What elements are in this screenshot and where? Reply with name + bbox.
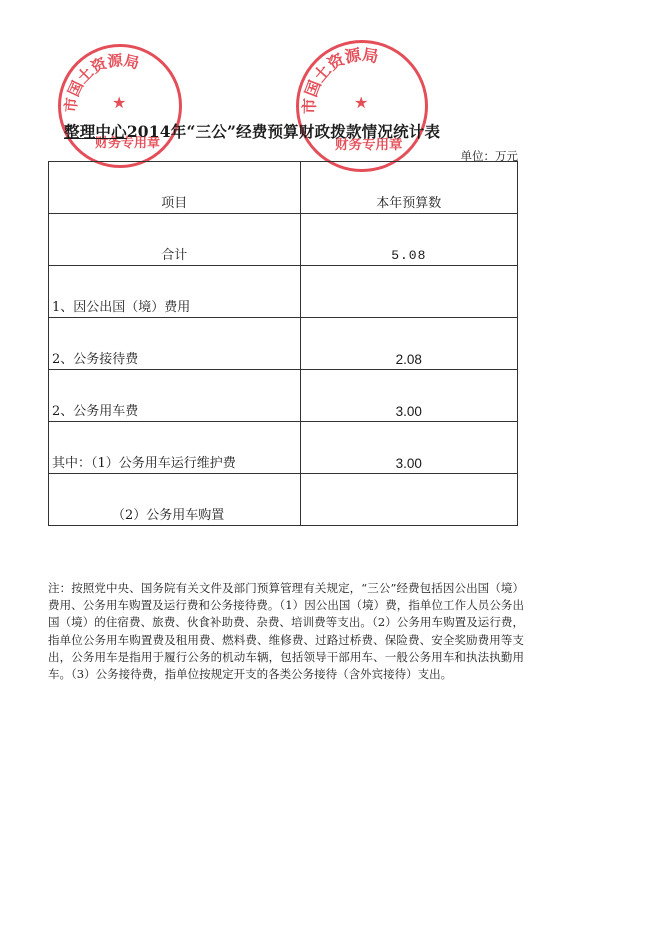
row-label: 2、公务接待费 [49,318,301,370]
table-row [49,318,518,370]
row-label: 其中：（1）公务用车运行维护费 [49,422,301,474]
svg-text:市国土资源局: 市国土资源局 [299,44,380,115]
row-label: 1、因公出国（境）费用 [49,266,301,318]
row-label: （2）公务用车购置 [49,474,301,526]
table-row-total [49,214,518,266]
footnote: 注：按照党中央、国务院有关文件及部门预算管理有关规定，“三公”经费包括因公出国（境）费用、公务用车购置及运行费和公务接待费。（1）因公出国（境）费，指单位工作人员公务出国（境）的住宿费、旅费、伙食补助费、杂费、培训费等支出。（2）公务用车购置及运行费，指单位公务用车购置费及租用费、燃料费、维修费、过路过桥费、保险费、安全奖励费用等支出，公务用车是指用于履行公务的机动车辆，包括领导干部用车、一般公务用车和执法执勤用车。（3）公务接待费，指单位按规定开支的各类公务接待（含外宾接待）支出。 [48,581,524,682]
row-label: 2、公务用车费 [49,370,301,422]
table-row [49,422,518,474]
unit-label: 单位：万元 [460,149,518,163]
row-value [300,474,517,526]
row-value: 2.08 [300,318,517,370]
row-value: 3.00 [300,422,517,474]
table-header-row [49,162,518,214]
row-value: 3.00 [300,370,517,422]
title-text: 2014年“三公”经费预算财政拨款情况统计表 [126,122,441,141]
seal-star-icon: ★ [112,93,127,112]
title-organization: 整理中心 [64,122,127,141]
header-cell-item: 项目 [49,162,301,214]
svg-text:财务专用章: 财务专用章 [335,137,403,153]
svg-text:市国土资源局: 市国土资源局 [61,51,141,114]
table-row [49,370,518,422]
table-row [49,474,518,526]
official-seal-left [58,44,182,168]
row-value: 5.08 [300,214,517,266]
budget-table [48,161,518,526]
row-label: 合计 [49,214,301,266]
table-row [49,266,518,318]
official-seal-right [296,40,428,172]
header-cell-budget: 本年预算数 [300,162,517,214]
document-title [64,120,524,142]
seal-star-icon: ★ [354,93,369,112]
row-value [300,266,517,318]
svg-text:财务专用章: 财务专用章 [95,136,161,151]
